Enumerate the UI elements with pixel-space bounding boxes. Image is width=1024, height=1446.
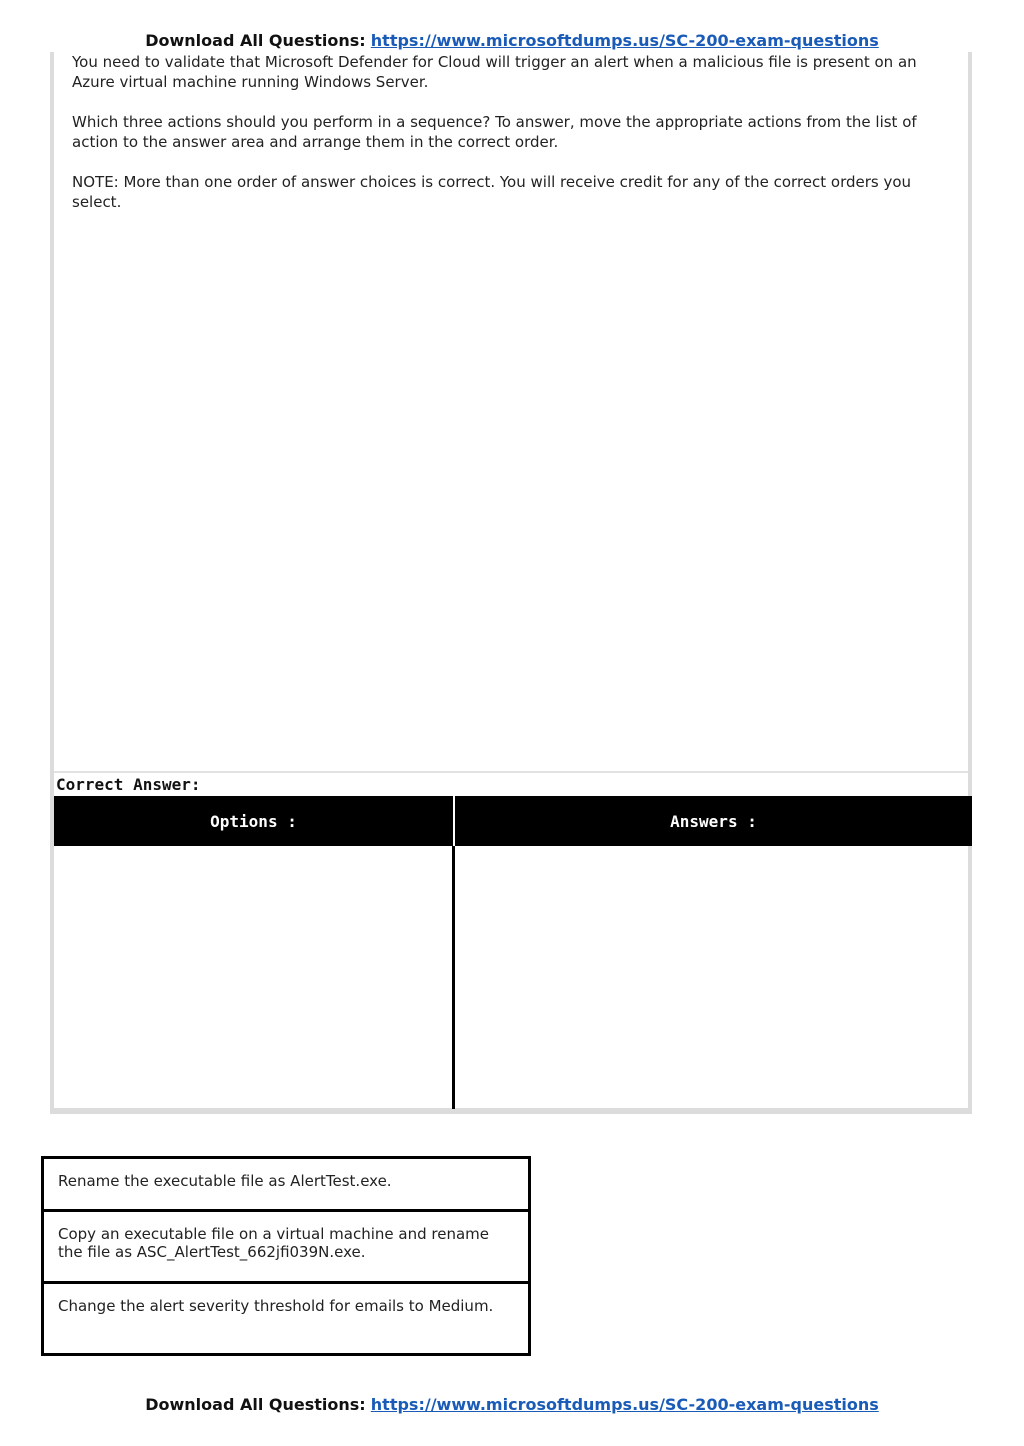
option-item[interactable]: Rename the executable file as AlertTest.exe.: [44, 1159, 528, 1212]
footer-label: Download All Questions:: [145, 1395, 366, 1414]
correct-answer-label: Correct Answer:: [56, 775, 201, 794]
section-divider: [54, 771, 968, 773]
options-column-header: Options :: [54, 796, 453, 846]
header-banner: [0, 31, 1024, 50]
option-item[interactable]: Change the alert severity threshold for emails to Medium.: [58, 1297, 494, 1315]
answer-grid: [54, 796, 972, 1109]
header-download-link[interactable]: https://www.microsoftdumps.us/SC-200-exam-questions: [370, 31, 879, 50]
footer-banner: [0, 1395, 1024, 1414]
option-item[interactable]: Copy an executable file on a virtual machine and rename the file as ASC_AlertTest_662jfi039N.exe.: [44, 1212, 528, 1284]
question-paragraph-1: You need to validate that Microsoft Defender for Cloud will trigger an alert when a malicious file is present on an Azure virtual machine running Windows Server.: [72, 53, 917, 91]
column-separator: [452, 846, 455, 1109]
question-paragraph-3: NOTE: More than one order of answer choices is correct. You will receive credit for any of the correct orders you select.: [72, 173, 912, 211]
options-list: [41, 1156, 531, 1356]
question-box: [50, 52, 972, 1114]
answers-column-header: Answers :: [455, 796, 972, 846]
header-label: Download All Questions:: [145, 31, 366, 50]
footer-download-link[interactable]: https://www.microsoftdumps.us/SC-200-exam-questions: [370, 1395, 879, 1414]
question-paragraph-2: Which three actions should you perform in a sequence? To answer, move the appropriate actions from the list of action to the answer area and arrange them in the correct order.: [72, 113, 917, 151]
question-text: [72, 52, 952, 232]
